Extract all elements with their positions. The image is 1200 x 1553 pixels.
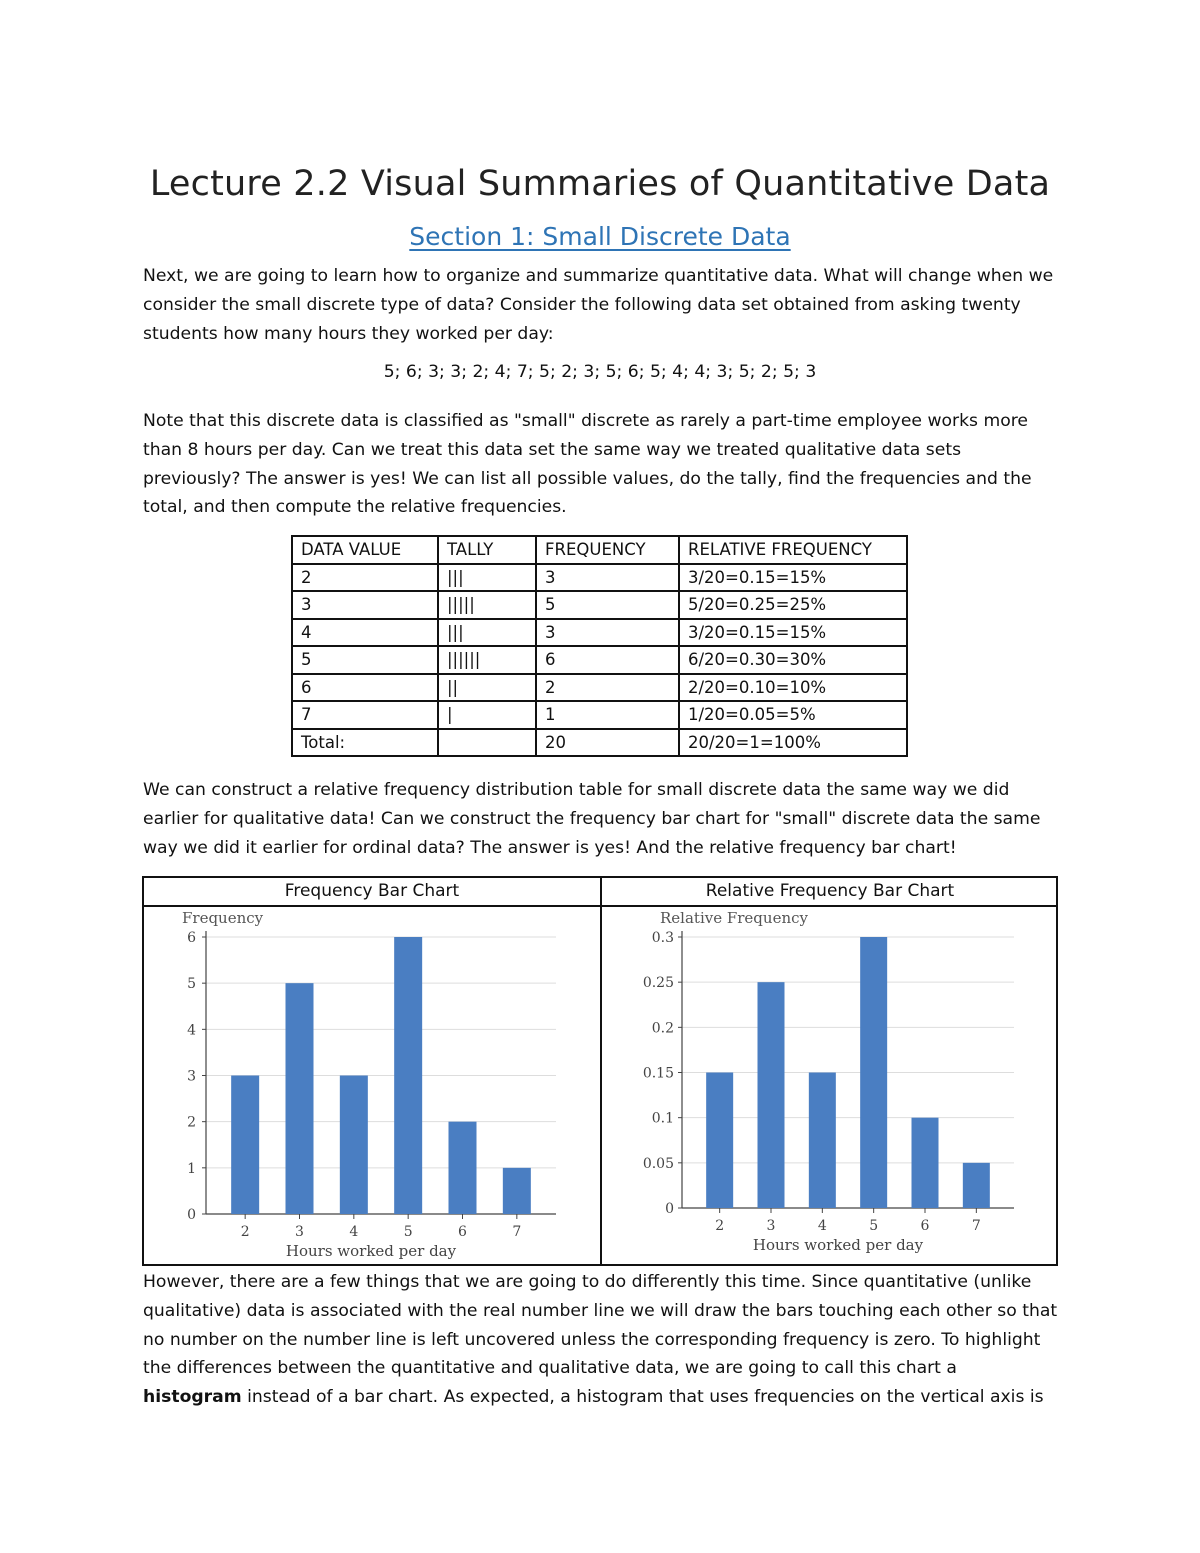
table-total-row	[292, 729, 907, 757]
cell-total-tally	[438, 729, 536, 757]
table-row	[292, 619, 907, 647]
y-tick-label: 6	[187, 930, 196, 946]
frequency-table	[291, 535, 908, 757]
cell-total-label: Total:	[292, 729, 438, 757]
relative-frequency-chart-title: Relative Frequency Bar Chart	[602, 878, 1058, 907]
table-row	[292, 674, 907, 702]
cell-total-frequency: 20	[536, 729, 679, 757]
page-title: Lecture 2.2 Visual Summaries of Quantitative Data	[149, 164, 1051, 204]
cell-tally: ||	[438, 674, 536, 702]
bar	[340, 1076, 368, 1215]
cell-tally: ||||||	[438, 646, 536, 674]
x-tick-label: 4	[349, 1224, 359, 1240]
header-tally: TALLY	[438, 536, 536, 564]
bar	[394, 937, 422, 1214]
cell-tally: |||	[438, 564, 536, 592]
x-tick-label: 5	[403, 1224, 413, 1240]
y-tick-label: 0.15	[642, 1065, 674, 1082]
header-data-value: DATA VALUE	[292, 536, 438, 564]
x-tick-label: 2	[240, 1224, 250, 1240]
bar	[286, 983, 314, 1214]
cell-data-value: 3	[292, 591, 438, 619]
x-tick-label: 7	[512, 1224, 522, 1240]
y-tick-label: 2	[187, 1114, 196, 1131]
x-tick-label: 5	[869, 1218, 879, 1234]
x-tick-label: 7	[971, 1218, 981, 1234]
frequency-bar-chart	[144, 907, 598, 1262]
note-paragraph: Note that this discrete data is classified as "small" discrete as rarely a part-time employee works more than 8 hours per day. Can we treat this data set the same way we treated qualitative data sets previously? The answer is yes! We can list all possible values, do the tally, find the frequencies and the total, and then compute the relative frequencies.	[143, 411, 1032, 518]
closing-text-after: instead of a bar chart. As expected, a histogram that uses frequencies on the vertical axis is	[241, 1387, 1044, 1408]
cell-frequency: 3	[536, 619, 679, 647]
y-tick-label: 0.3	[651, 930, 674, 946]
y-tick-label: 5	[187, 976, 196, 993]
charts-table	[142, 876, 1058, 1266]
cell-relative-frequency: 1/20=0.05=5%	[679, 701, 907, 729]
y-tick-label: 0.1	[651, 1110, 674, 1127]
bar	[963, 1163, 990, 1208]
y-tick-label: 0	[187, 1207, 196, 1223]
after-table-paragraph: We can construct a relative frequency distribution table for small discrete data the same way we did earlier for qualitative data! Can we construct the frequency bar chart for "small" discrete data the same way we did it earlier for ordinal data? The answer is yes! And the relative frequency bar chart!	[143, 780, 1041, 858]
bar	[809, 1073, 836, 1209]
cell-relative-frequency: 2/20=0.10=10%	[679, 674, 907, 702]
histogram-term: histogram	[143, 1387, 242, 1408]
y-tick-label: 0.2	[651, 1020, 674, 1037]
table-row	[292, 564, 907, 592]
x-axis-label: Hours worked per day	[752, 1236, 924, 1254]
cell-relative-frequency: 6/20=0.30=30%	[679, 646, 907, 674]
closing-text-before: However, there are a few things that we are going to do differently this time. Since quantitative (unlike qualitative) data is associated with the real number line we will draw the bars touching each other so that no number on the number line is left uncovered unless the corresponding frequency is zero. To highlight the differences between the quantitative and qualitative data, we are going to call this chart a	[143, 1272, 1058, 1379]
cell-relative-frequency: 3/20=0.15=15%	[679, 619, 907, 647]
frequency-chart-panel	[144, 878, 602, 1264]
cell-data-value: 2	[292, 564, 438, 592]
y-axis-label: Frequency	[182, 909, 264, 927]
cell-data-value: 5	[292, 646, 438, 674]
x-tick-label: 2	[715, 1218, 725, 1234]
cell-tally: |||	[438, 619, 536, 647]
dataset-values: 5; 6; 3; 3; 2; 4; 7; 5; 2; 3; 5; 6; 5; 4; 4; 3; 5; 2; 5; 3	[383, 362, 817, 382]
y-tick-label: 3	[187, 1068, 196, 1085]
x-tick-label: 6	[458, 1224, 467, 1240]
cell-data-value: 7	[292, 701, 438, 729]
x-tick-label: 3	[766, 1218, 776, 1234]
section-heading: Section 1: Small Discrete Data	[409, 222, 791, 251]
header-frequency: FREQUENCY	[536, 536, 679, 564]
x-tick-label: 3	[295, 1224, 304, 1240]
table-row	[292, 646, 907, 674]
cell-tally: |||||	[438, 591, 536, 619]
bar	[231, 1076, 259, 1215]
intro-paragraph: Next, we are going to learn how to organize and summarize quantitative data. What will change when we consider the small discrete type of data? Consider the following data set obtained from asking twenty students how many hours they worked per day:	[143, 266, 1054, 344]
y-tick-label: 1	[187, 1160, 196, 1177]
cell-frequency: 1	[536, 701, 679, 729]
bar	[758, 982, 785, 1208]
cell-relative-frequency: 3/20=0.15=15%	[679, 564, 907, 592]
x-tick-label: 4	[817, 1218, 827, 1234]
cell-tally: |	[438, 701, 536, 729]
closing-paragraph	[143, 1268, 1058, 1412]
cell-relative-frequency: 5/20=0.25=25%	[679, 591, 907, 619]
cell-data-value: 4	[292, 619, 438, 647]
bar	[860, 937, 887, 1208]
x-tick-label: 6	[920, 1218, 930, 1234]
relative-frequency-bar-chart	[602, 907, 1056, 1262]
y-tick-label: 0.05	[642, 1155, 674, 1172]
header-relative-frequency: RELATIVE FREQUENCY	[679, 536, 907, 564]
bar	[449, 1122, 477, 1214]
table-row	[292, 701, 907, 729]
bar	[503, 1168, 531, 1214]
x-axis-label: Hours worked per day	[285, 1242, 457, 1260]
bar	[706, 1073, 733, 1209]
table-header-row	[292, 536, 907, 564]
cell-data-value: 6	[292, 674, 438, 702]
cell-frequency: 6	[536, 646, 679, 674]
y-tick-label: 0	[665, 1201, 674, 1217]
y-tick-label: 4	[187, 1022, 196, 1039]
bar	[912, 1118, 939, 1208]
cell-total-relative-frequency: 20/20=1=100%	[679, 729, 907, 757]
frequency-chart-title: Frequency Bar Chart	[144, 878, 600, 907]
cell-frequency: 2	[536, 674, 679, 702]
relative-frequency-chart-panel	[602, 878, 1058, 1264]
cell-frequency: 5	[536, 591, 679, 619]
table-row	[292, 591, 907, 619]
y-axis-label: Relative Frequency	[660, 909, 808, 927]
y-tick-label: 0.25	[642, 975, 674, 992]
cell-frequency: 3	[536, 564, 679, 592]
